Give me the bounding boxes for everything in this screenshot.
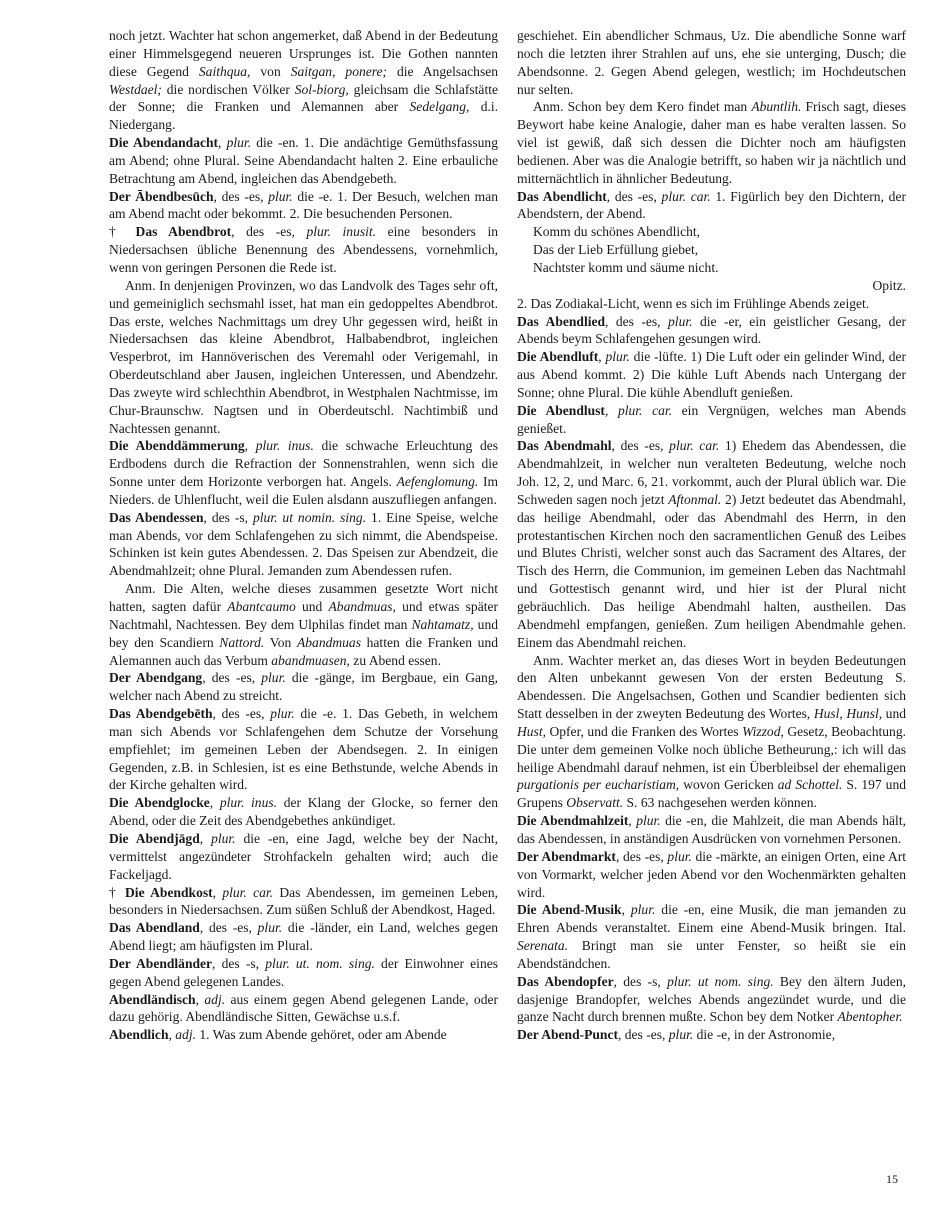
dictionary-entry [109,223,498,277]
text-run: , des -s, [613,973,668,989]
text-run: die -länder, ein Land, welches gegen Abend liegt; am häufigsten im Plural. [109,920,498,954]
text-run: , des -es, [231,224,307,240]
dictionary-entry [517,848,906,902]
italic-term: plur. ut. nom. sing. [265,955,375,971]
headword: Abendlich [109,1027,169,1043]
headword: Das Abendland [109,920,200,936]
text-run: die -en. 1. Die andächtige Gemüthsfassung am Abend; ohne Plural. Seine Abendandacht halten 2. Eine erbauliche Betrachtung am Abend, ingleichen das Abendgebeth. [109,135,498,186]
dictionary-entry [109,134,498,188]
text-run: der Einwohner eines gegen Abend gelegenen Landes. [109,955,499,989]
italic-term: Serenata. [517,938,569,954]
italic-term: plur. [211,830,236,846]
italic-term: plur. inusit. [306,224,377,240]
dictionary-entry [517,313,906,349]
dictionary-entry [109,437,498,508]
annotation-paragraph [517,98,906,187]
text-run: Bringt man sie unter Fenster, so heißt sie ein Abendständchen. [517,938,906,971]
italic-term: plur. [261,670,286,686]
dictionary-entry [109,884,498,920]
dictionary-entry [109,1026,498,1044]
italic-term: Aefenglomung. [396,474,479,490]
dictionary-entry [517,901,906,972]
italic-term: plur. [257,920,283,936]
italic-term: plur. inus. [255,438,314,454]
headword: Das Abendbrot [135,224,232,240]
text-run: 1. Figürlich bey den Dichtern, der Abendstern, der Abend. [517,188,906,222]
text-run: eine besonders in Niedersachsen übliche Benennung des Abendessens, vornehmlich, wenn von geringen Personen die Rede ist. [109,224,499,275]
text-run: ein Vergnügen, welches man Abends genießet. [517,402,906,436]
headword: Das Abendessen [109,509,204,525]
dictionary-entry [517,188,906,224]
text-run: wovon Gericken [679,777,778,793]
text-run: zu Abend essen. [349,652,441,668]
italic-term: Husl, Hunsl, [813,706,883,722]
italic-term: Nattord. [219,634,265,650]
italic-term: plur. car. [669,438,720,454]
text-run: die -en, eine Jagd, welche bey der Nacht, vermittelst angezündeter Strohfackeln gehalten wird; auch die Fackeljagd. [109,830,498,882]
text-run: , des -s, [212,955,266,971]
text-run: die Angelsachsen [387,63,499,79]
poem-quote [517,223,906,277]
italic-term: adj. [175,1027,196,1043]
text-run: die -en, eine Musik, die man jemanden zu Ehren Abends veranstaltet. Einem eine Abend-Musik bringen. Ital. [517,902,906,936]
italic-term: plur. car. [617,402,673,418]
headword: Der Abend-Punct [517,1027,618,1043]
text-paragraph [517,27,906,98]
text-run: die -er, ein geistlicher Gesang, der Abends beym Schlafengehen gesungen wird. [517,313,906,347]
page-number: 15 [886,1172,898,1186]
text-run: Anm. In denjenigen Provinzen, wo das Landvolk des Tages sehr oft, und gemeiniglich sechsmahl isset, hat man ein gedoppeltes Abendbrot. Das erste, welches Nachmittags um drey Uhr gegessen wird, heißt in Niedersachsen das kleine Abendbrot, Halbabendbrot, ingleichen Vesperbrot, im Hannöverischen des Veremahl oder Verigemahl, in Oberdeutschland aber Jausen, ingleichen Unteressen, und Abendzehr. Das zweyte wird schlechthin Abendbrot, in Westphalen Nachtmisse, im Chur-Braunschw. Nagtsen und in Oberdeutschl. Nachtimbiß und Nachtessen genannt. [109,277,498,436]
text-run: , [621,902,631,918]
headword: Die Abendglocke [109,795,210,811]
text-run: die -märkte, an einigen Orten, eine Art von Vormarkt, welcher jeden Abend vor den Wochenmärkten gehalten wird. [517,848,907,900]
text-run: von [250,63,291,79]
italic-term: plur. [668,1027,694,1043]
text-run: Anm. Schon bey dem Kero findet man [533,99,752,115]
text-run: Das Abendessen, im gemeinen Leben, besonders in Niedersachsen. Zum süßen Schluß der Abendkost, Haged. [109,884,498,918]
headword: Die Abendluft [517,349,599,365]
text-run: Von [264,634,297,650]
text-run: Gesetz, Beobachtung. Die unter dem gemeinen Volke noch übliche Betheurung,: ich will das heilige Abendmahl darauf nehmen, ist ein Überbleibsel der ehemaligen [517,723,906,775]
italic-term: Wizzod, [742,723,784,739]
dictionary-entry [109,830,498,884]
headword: Der Abendmarkt [517,848,616,864]
text-run: † [109,884,126,900]
text-run: die -en, die Mahlzeit, die man Abends hält, das Abendessen, in anständigen Ausdrücken von vornehmen Personen. [517,813,906,846]
italic-term: Abuntlih. [751,99,802,115]
headword: Das Abendmahl [517,438,612,454]
text-run: die schwache Erleuchtung des Erdbodens durch die Refraction der Sonnenstrahlen, wenn sich die Sonne unter dem Horizonte verborgen hat. Angels. [109,438,499,490]
headword: Das Abendopfer [517,973,614,989]
text-run: die -e. 1. Der Besuch, welchen man am Abend macht oder bekommt. 2. Die besuchenden Personen. [109,188,499,222]
headword: Der Abendländer [109,955,213,971]
text-run: , des -es, [606,188,662,204]
text-run: Opitz. [872,277,906,293]
text-run: , des -es, [617,1027,669,1043]
text-run: S. 63 nachgesehen werden können. [623,795,817,811]
text-run: gleichsam die Schlafstätte der Sonne; die Franken und Alemannen aber [109,81,498,115]
dictionary-entry [109,919,498,955]
headword: Das Abendgebēth [109,706,213,722]
text-run: 1. Was zum Abende gehöret, oder am Abende [195,1027,447,1043]
headword: Die Abendjāgd [109,830,200,846]
text-run: Im Nieders. de Uhlenflucht, weil die Eulen alsdann auszufliegen anfangen. [109,474,498,507]
text-run: , [212,884,223,900]
dictionary-entry [517,348,906,402]
headword: Das Abendlied [517,313,606,329]
headword: Das Abendlicht [517,188,607,204]
text-run: 2. Das Zodiakal-Licht, wenn es sich im Frühlinge Abends zeiget. [517,295,870,311]
italic-term: plur. [270,706,295,722]
italic-term: Sedelgang, [409,99,470,115]
italic-term: plur. [667,848,692,864]
italic-term: plur. [605,349,630,365]
text-run: , [244,438,256,454]
italic-term: plur. inus. [219,795,278,811]
dictionary-entry [517,973,906,1027]
headword: Die Abendlust [517,402,605,418]
text-run: Opfer, und die Franken des Wortes [545,723,743,739]
italic-term: Nahtamatz, [411,616,474,632]
text-run: geschiehet. Ein abendlicher Schmaus, Uz. Die abendliche Sonne warf noch die letzten ihrer Strahlen auf uns, ehe sie unterging, Dusch; die Abendsonne. 2. Gegen Abend gelegen, westlich; im Hochdeutschen nur selten. [517,28,906,97]
italic-term: plur. car. [661,188,711,204]
dictionary-entry [109,509,498,580]
dictionary-entry [517,437,906,651]
text-run: , [195,991,205,1007]
text-run: † [109,224,136,240]
headword: Die Abendandacht [109,135,219,151]
text-run: die -lüfte. 1) Die Luft oder ein gelinder Wind, der aus Abend kommt. 2) Die kühle Luft Abends nach Untergang der Sonne; ohne Plural. Die kühle Abendluft genießen. [517,349,906,400]
text-run: aus einem gegen Abend gelegenen Lande, oder dazu gehörig. Abendländische Sitten, Gewächse u.s.f. [109,991,498,1025]
headword: Die Abendkost [125,884,213,900]
text-run: , des -es, [605,313,669,329]
italic-term: plur. [630,902,656,918]
italic-term: plur. car. [222,884,274,900]
text-run: , des -es, [199,920,258,936]
italic-term: plur. [268,188,293,204]
italic-term: plur. [226,135,252,151]
italic-term: Sol-biorg, [294,81,349,97]
text-run: 1. Eine Speise, welche man Abends, vor dem Schlafengehen zu sich nimmt, die Abendspeise. Schinken ist kein gutes Abendessen. 2. Das Speisen zur Abendzeit, die Abendmahlzeit; ohne Plural. Jemanden zum Abendessen rufen. [109,509,498,579]
italic-term: purgationis per eucharistiam, [517,777,680,793]
annotation-paragraph [517,652,906,813]
text-run: Komm du schönes Abendlicht, Das der Lieb Erfüllung giebet, Nachtster komm und säume nicht. [533,224,719,275]
text-run: und [295,599,329,614]
text-run: , [604,402,618,418]
dictionary-entry [517,1026,906,1044]
text-run: die nordischen Völker [161,81,295,97]
dictionary-entry [109,705,498,794]
text-run: , des -es, [202,670,262,686]
headword: Der Abendgang [109,670,203,686]
italic-term: Hust, [517,723,546,739]
text-run: der Klang der Glocke, so ferner den Abend, oder die Zeit des Abendgebethes ankündiget. [109,795,499,829]
text-run: Anm. Wachter merket an, das dieses Wort in beyden Bedeutungen den Alten unbekannt gewesen Von der ersten Bedeutung S. Abendessen. Die Angelsachsen, Gothen und Scandier bedienten sich Statt desselben in der zweyten Bedeutung des Wortes, [517,652,906,722]
text-run: d.i. Niedergang. [109,99,499,133]
text-run: , des -es, [611,438,670,454]
italic-term: plur. ut nomin. sing. [253,509,367,525]
text-run: und [882,706,906,722]
text-run: noch jetzt. Wachter hat schon angemerket, daß Abend in der Bedeutung einer Himmelsgegend neueren Ursprunges ist. Die Gothen nannten diese Gegend [109,28,498,79]
text-run: 1) Ehedem das Abendessen, die Abendmahlzeit, in welcher nun veralteten Bedeutung, welche noch Joh. 12, 2, und Marc. 6, 21. vorkommt, auch der Plural üblich war. Die Schweden sagen noch jetzt [517,438,906,507]
italic-term: ad Schottel. [777,777,843,793]
italic-term: Abantcaumo [227,599,296,614]
text-run: , [218,135,227,151]
text-run: und etwas später Nachtmahl, Nachtessen. Bey dem Ulphilas findet man [109,599,499,632]
headword: Die Abenddämmerung [109,438,245,454]
italic-term: Abentopher. [837,1009,903,1025]
text-run: Anm. Die Alten, welche dieses zusammen gesetzte Wort nicht hatten, sagten dafür [109,581,498,614]
italic-term: Aftonmal. [668,491,722,507]
text-paragraph [517,295,906,313]
right-column [517,27,906,1044]
italic-term: plur. ut nom. sing. [667,973,774,989]
annotation-paragraph [109,580,498,669]
text-run: S. 197 und Grupens [517,777,906,811]
text-paragraph [109,27,498,134]
text-run: Bey den ältern Juden, dasjenige Brandopfer, welches Abends angezündet wurde, und die ganze Nacht durch brennen mußte. Schon bey dem Notker [517,973,906,1025]
italic-term: Saitgan, ponere; [290,63,388,79]
headword: Abendländisch [109,991,196,1007]
dictionary-entry [109,188,498,224]
headword: Die Abendmahlzeit [517,813,629,829]
text-run: die -gänge, im Bergbaue, ein Gang, welcher nach Abend zu streicht. [109,670,498,704]
text-run: , [598,349,606,365]
annotation-paragraph [109,277,498,438]
italic-term: Saithqua, [198,63,251,79]
text-run: , [209,795,220,811]
text-run: , des -es, [615,848,668,864]
italic-term: Abandmuas, [328,599,396,614]
italic-term: plur. [636,813,661,829]
dictionary-entry [109,991,498,1027]
dictionary-entry [109,794,498,830]
italic-term: Abandmuas [297,634,361,650]
dictionary-entry [109,669,498,705]
text-run: 2) Jetzt bedeutet das Abendmahl, das heilige Abendmahl, oder das Abendmahl des Herrn, in den protestantischen Kirchen noch den sacramentlichen Genuß des Leibes und Blutes Christi, welcher sonst auch das Sacrament des Altares, der Tisch des Herrn, die Communion, im gemeinen Leben das Nachtmahl und Gottestisch genannt wird, und hier ist der Plural nicht gebräuchlich. Das heilige Abendmahl halten, austheilen. Das Abendmehl empfangen, genießen. Zum heiligen Abendmahle gehen. Einem das Abendmahl reichen. [517,491,906,650]
italic-term: adj. [204,991,226,1007]
headword: Der Ābendbesūch [109,188,214,204]
text-run: die -e. 1. Das Gebeth, in welchem man sich Abends vor Schlafengehen dem Schutze der Vorsehung empfiehlet; im gemeinen Leben der Abendsegen. 2. In einigen Gegenden, z.B. in Schlesien, ist es eine Bethstunde, welche Abends in der Kirche gehalten wird. [109,706,498,793]
dictionary-entry [517,402,906,438]
text-run: , des -es, [212,706,271,722]
italic-term: abandmuasen, [271,652,350,668]
text-run: Frisch sagt, dieses Beywort habe keine Analogie, daher man es habe veralten lassen. So viel ist gewiß, daß sich dessen die Dichter noch am häufigsten bedienen. Aber was die Analogie betrifft, so haben wir ja nächtlich und mitternächtlich in ähnlicher Bedeutung. [517,99,906,186]
text-run: , [628,813,637,829]
quote-attribution [517,277,906,295]
text-run: und bey den Scandiern [109,616,498,650]
text-run: die -e, in der Astronomie, [693,1027,836,1043]
left-column [109,27,498,1044]
italic-term: Westdael; [109,81,162,97]
italic-term: Observatt. [566,795,624,811]
dictionary-entry [517,812,906,848]
text-run: , des -es, [213,188,269,204]
text-run: , des -s, [203,509,254,525]
text-run: , [199,830,212,846]
dictionary-entry [109,955,498,991]
text-run: hatten die Franken und Alemannen auch das Verbum [109,634,498,668]
italic-term: plur. [668,313,693,329]
text-run: , [168,1027,176,1043]
headword: Die Abend-Musik [517,902,622,918]
